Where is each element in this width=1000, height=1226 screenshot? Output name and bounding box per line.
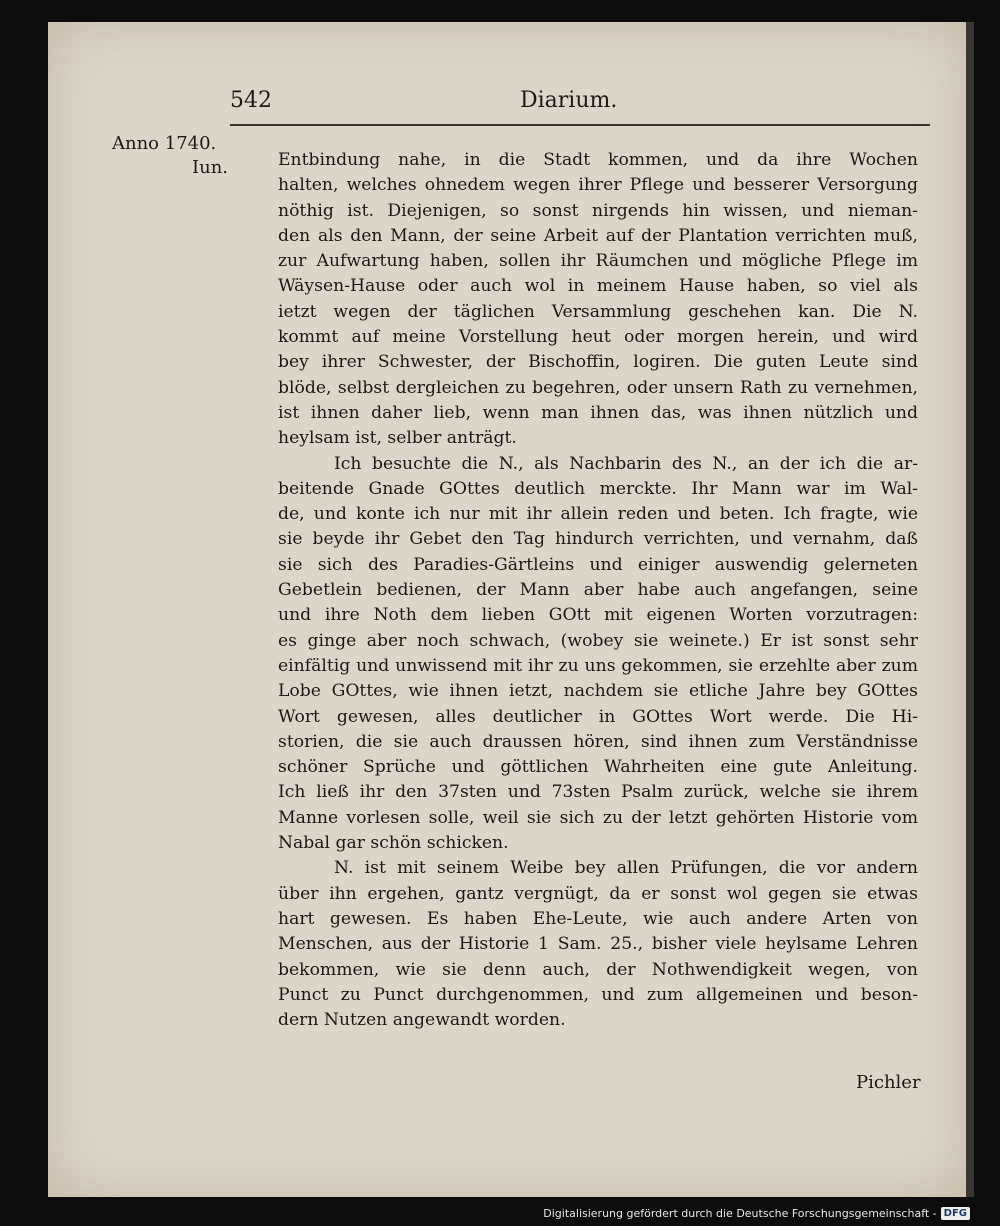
text-line: Gebetlein bedienen, der Mann aber habe auch angefangen, seine [278,580,918,601]
footer-text: Digitalisierung gefördert durch die Deutsche Forschungsgemeinschaft - [543,1206,937,1220]
text-line: storien, die sie auch draussen hören, sind ihnen zum Verständnisse [278,731,918,752]
margin-note [112,132,272,180]
text-line: ietzt wegen der täglichen Versammlung geschehen kan. Die N. [278,301,918,322]
text-line: Lobe GOttes, wie ihnen ietzt, nachdem sie etliche Jahre bey GOttes [278,681,918,702]
header-rule [230,124,930,126]
text-line: ist ihnen daher lieb, wenn man ihnen das, was ihnen nützlich und [278,402,918,423]
text-line: über ihn ergehen, gantz vergnügt, da er sonst wol gegen sie etwas [278,883,918,904]
text-line: den als den Mann, der seine Arbeit auf der Plantation verrichten muß, [278,225,918,246]
body-text [278,148,918,1033]
text-line: Wäysen-Hause oder auch wol in meinem Hause haben, so viel als [278,276,918,297]
text-line: sie sich des Paradies-Gärtleins und einiger auswendig gelerneten [278,554,918,575]
text-line: Menschen, aus der Historie 1 Sam. 25., bisher viele heylsame Lehren [278,934,918,955]
catchword: Pichler [856,1072,921,1093]
text-line: Punct zu Punct durchgenommen, und zum allgemeinen und beson- [278,984,918,1005]
text-line: dern Nutzen angewandt worden. [278,1010,566,1031]
footer-credit [543,1204,970,1222]
text-line: Ich ließ ihr den 37sten und 73sten Psalm zurück, welche sie ihrem [278,782,918,803]
text-line: Wort gewesen, alles deutlicher in GOttes Wort werde. Die Hi- [278,706,918,727]
text-line: Ich besuchte die N., als Nachbarin des N., an der ich die ar- [334,453,918,474]
text-line: N. ist mit seinem Weibe bey allen Prüfungen, die vor andern [334,858,918,879]
text-line: blöde, selbst dergleichen zu begehren, oder unsern Rath zu vernehmen, [278,377,918,398]
text-line: de, und konte ich nur mit ihr allein reden und beten. Ich fragte, wie [278,504,918,525]
running-header [230,88,930,124]
text-line: bey ihrer Schwester, der Bischoffin, logiren. Die guten Leute sind [278,352,918,373]
text-line: halten, welches ohnedem wegen ihrer Pflege und besserer Versorgung [278,175,918,196]
text-line: heylsam ist, selber anträgt. [278,428,517,449]
running-title: Diarium. [520,88,618,113]
dfg-logo: DFG [941,1207,970,1220]
page-edge [966,22,974,1197]
margin-year: Anno 1740. [112,133,217,154]
page-number: 542 [230,88,272,113]
text-line: schöner Sprüche und göttlichen Wahrheiten eine gute Anleitung. [278,757,918,778]
text-line: kommt auf meine Vorstellung heut oder morgen herein, und wird [278,327,918,348]
text-line: Entbindung nahe, in die Stadt kommen, und da ihre Wochen [278,150,918,170]
text-line: Manne vorlesen solle, weil sie sich zu der letzt gehörten Historie vom [278,807,918,828]
margin-month: Iun. [192,157,229,178]
text-line: es ginge aber noch schwach, (wobey sie weinete.) Er ist sonst sehr [278,630,918,651]
text-line: sie beyde ihr Gebet den Tag hindurch verrichten, und vernahm, daß [278,529,918,550]
text-line: bekommen, wie sie denn auch, der Nothwendigkeit wegen, von [278,959,918,980]
text-line: zur Aufwartung haben, sollen ihr Räumchen und mögliche Pflege im [278,251,918,272]
text-line: und ihre Noth dem lieben GOtt mit eigenen Worten vorzutragen: [278,605,918,626]
text-line: beitende Gnade GOttes deutlich merckte. Ihr Mann war im Wal- [278,478,918,499]
text-line: Nabal gar schön schicken. [278,833,509,854]
text-line: hart gewesen. Es haben Ehe-Leute, wie auch andere Arten von [278,908,918,929]
text-line: einfältig und unwissend mit ihr zu uns gekommen, sie erzehlte aber zum [278,655,918,676]
text-line: nöthig ist. Diejenigen, so sonst nirgends hin wissen, und nieman- [278,200,918,221]
